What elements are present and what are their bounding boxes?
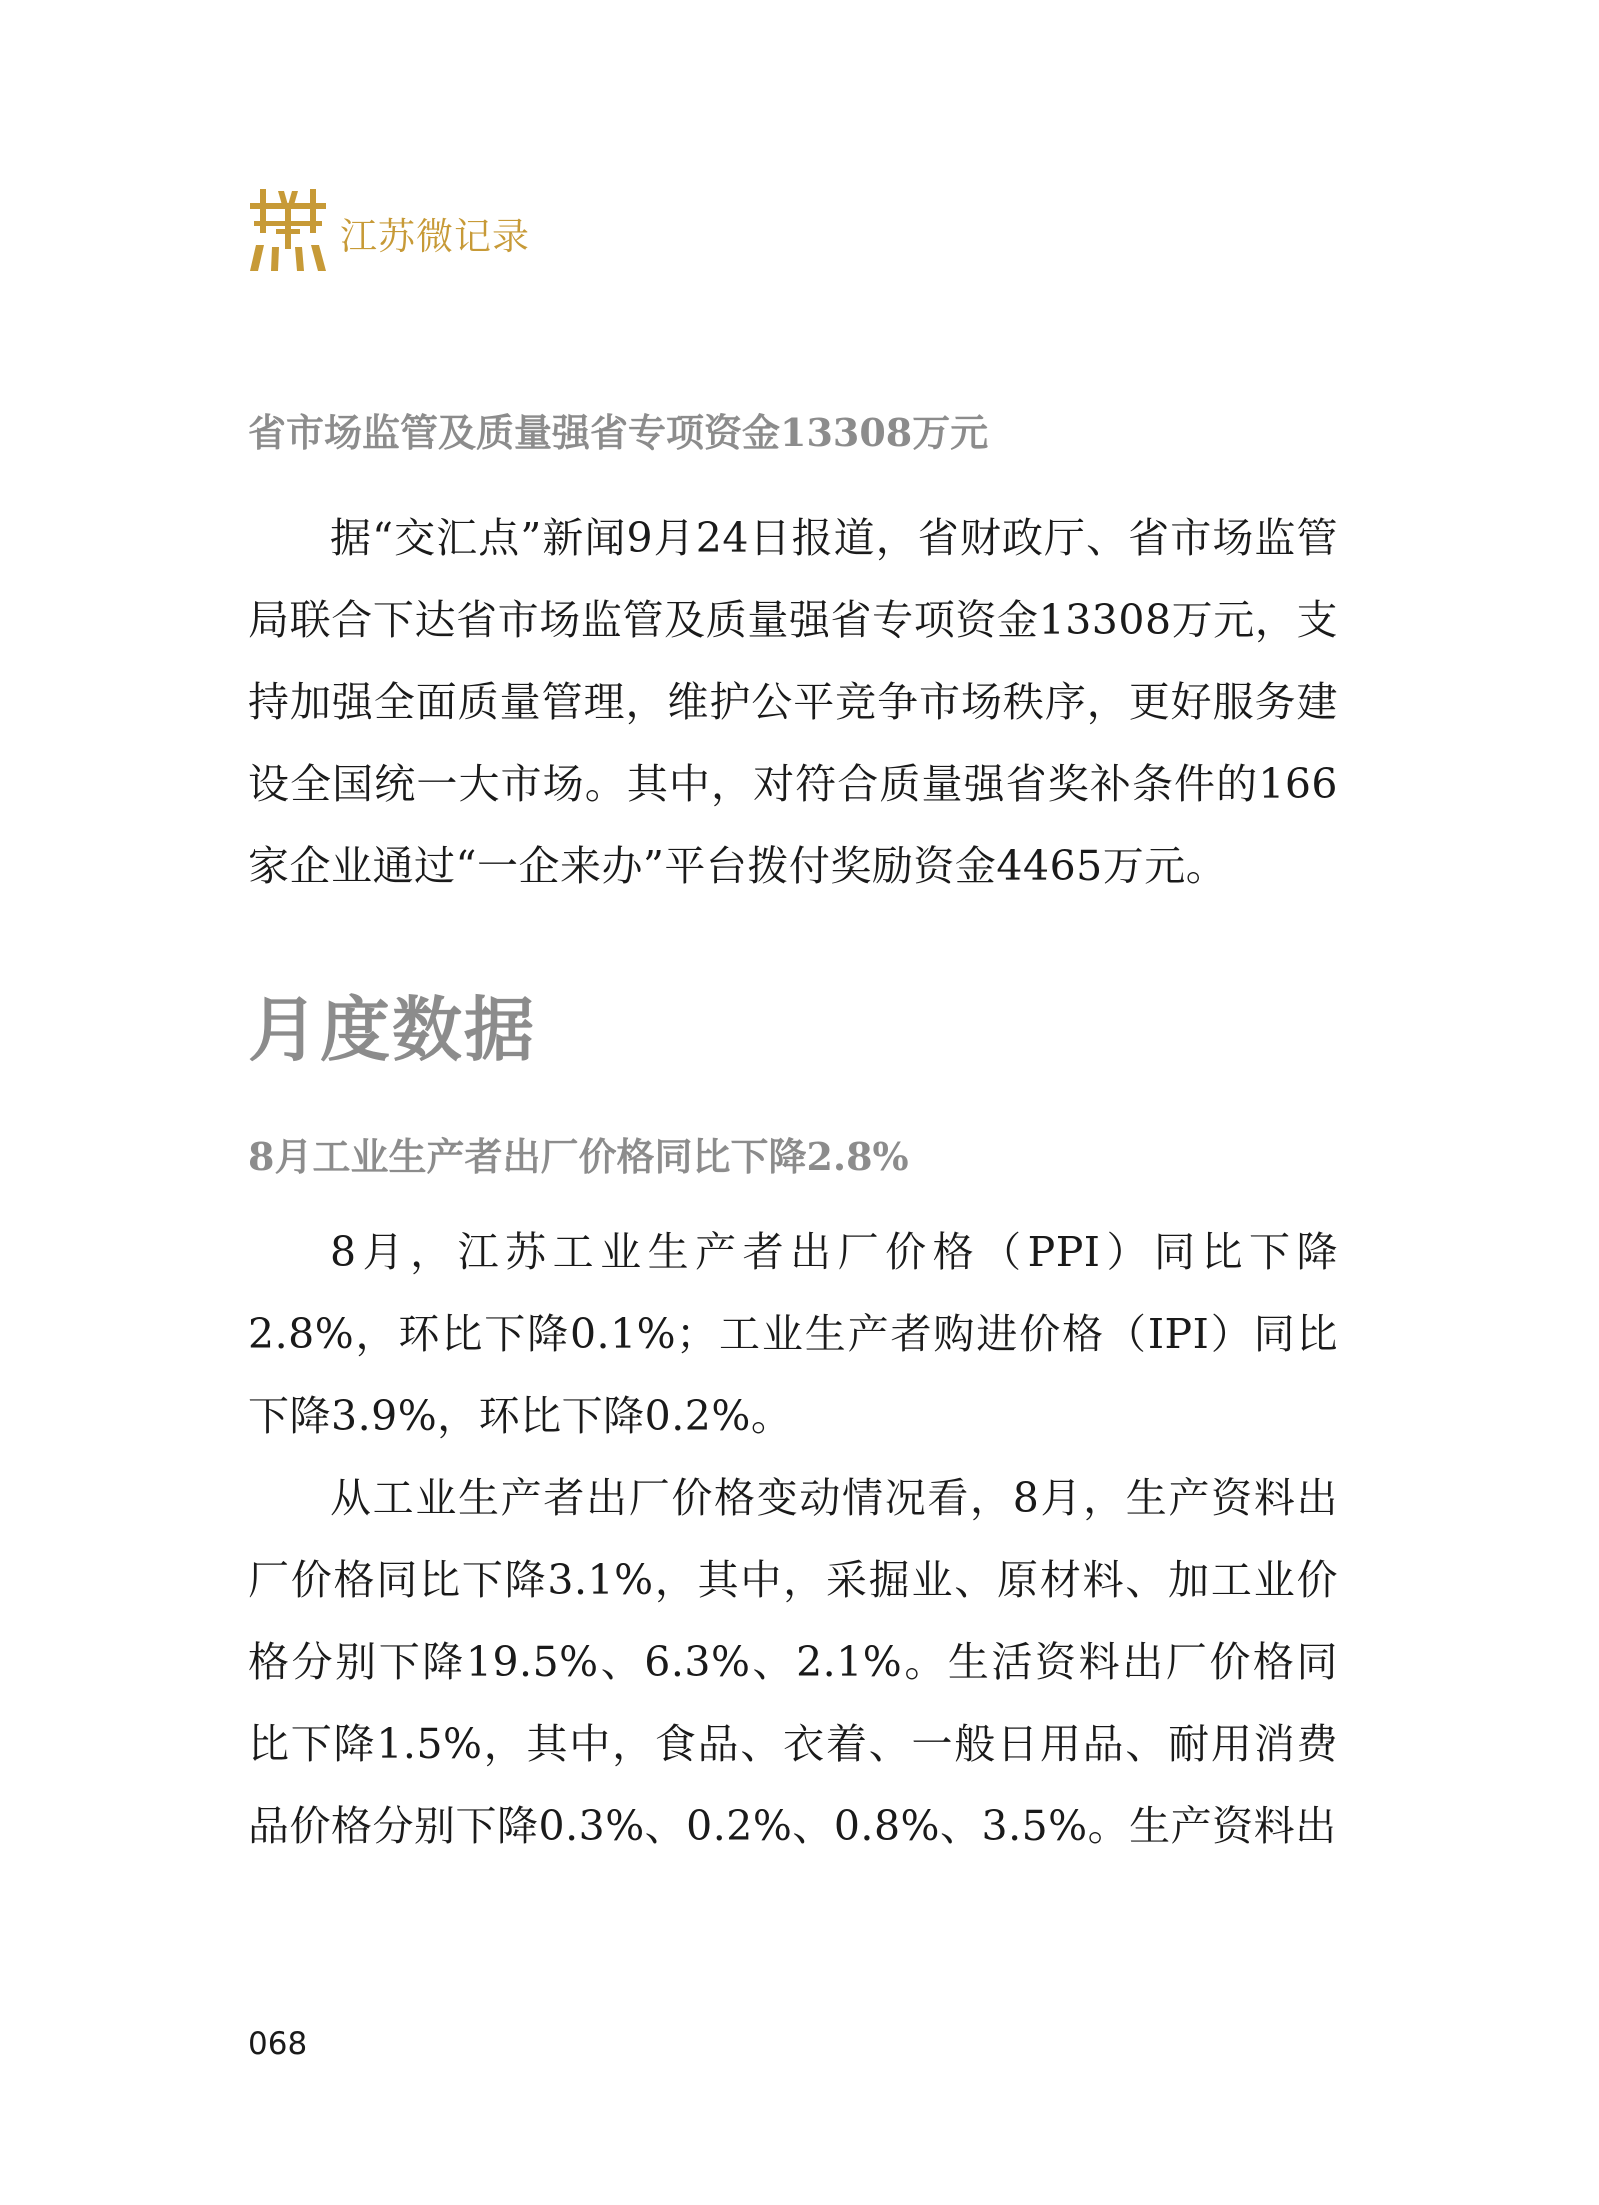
article-paragraph: 据“交汇点”新闻9月24日报道，省财政厅、省市场监管局联合下达省市场监管及质量强省专项资金13308万元，支持加强全面质量管理，维护公平竞争市场秩序，更好服务建设全国统一大市场。其中，对符合质量强省奖补条件的166家企业通过“一企来办”平台拨付奖励资金4465万元。 [248,514,1338,890]
page-number: 068 [248,2026,308,2062]
article-title: 8月工业生产者出厂价格同比下降2.8% [248,1134,909,1179]
article-title: 省市场监管及质量强省专项资金13308万元 [248,410,989,455]
section-title: 月度数据 [248,989,536,1071]
jiangsu-micro-record-logo-icon [248,185,328,275]
article-paragraph: 8月，江苏工业生产者出厂价格（PPI）同比下降2.8%，环比下降0.1%；工业生产者购进价格（IPI）同比下降3.9%，环比下降0.2%。 [248,1228,1338,1440]
page-header [248,185,530,275]
article-paragraph: 从工业生产者出厂价格变动情况看，8月，生产资料出厂价格同比下降3.1%，其中，采掘业、原材料、加工业价格分别下降19.5%、6.3%、2.1%。生活资料出厂价格同比下降1.5%，其中，食品、衣着、一般日用品、耐用消费品价格分别下降0.3%、0.2%、0.8%、3.5%。生产资料出 [248,1474,1338,1850]
brand-name: 江苏微记录 [340,215,530,258]
page-content [248,405,1338,1867]
